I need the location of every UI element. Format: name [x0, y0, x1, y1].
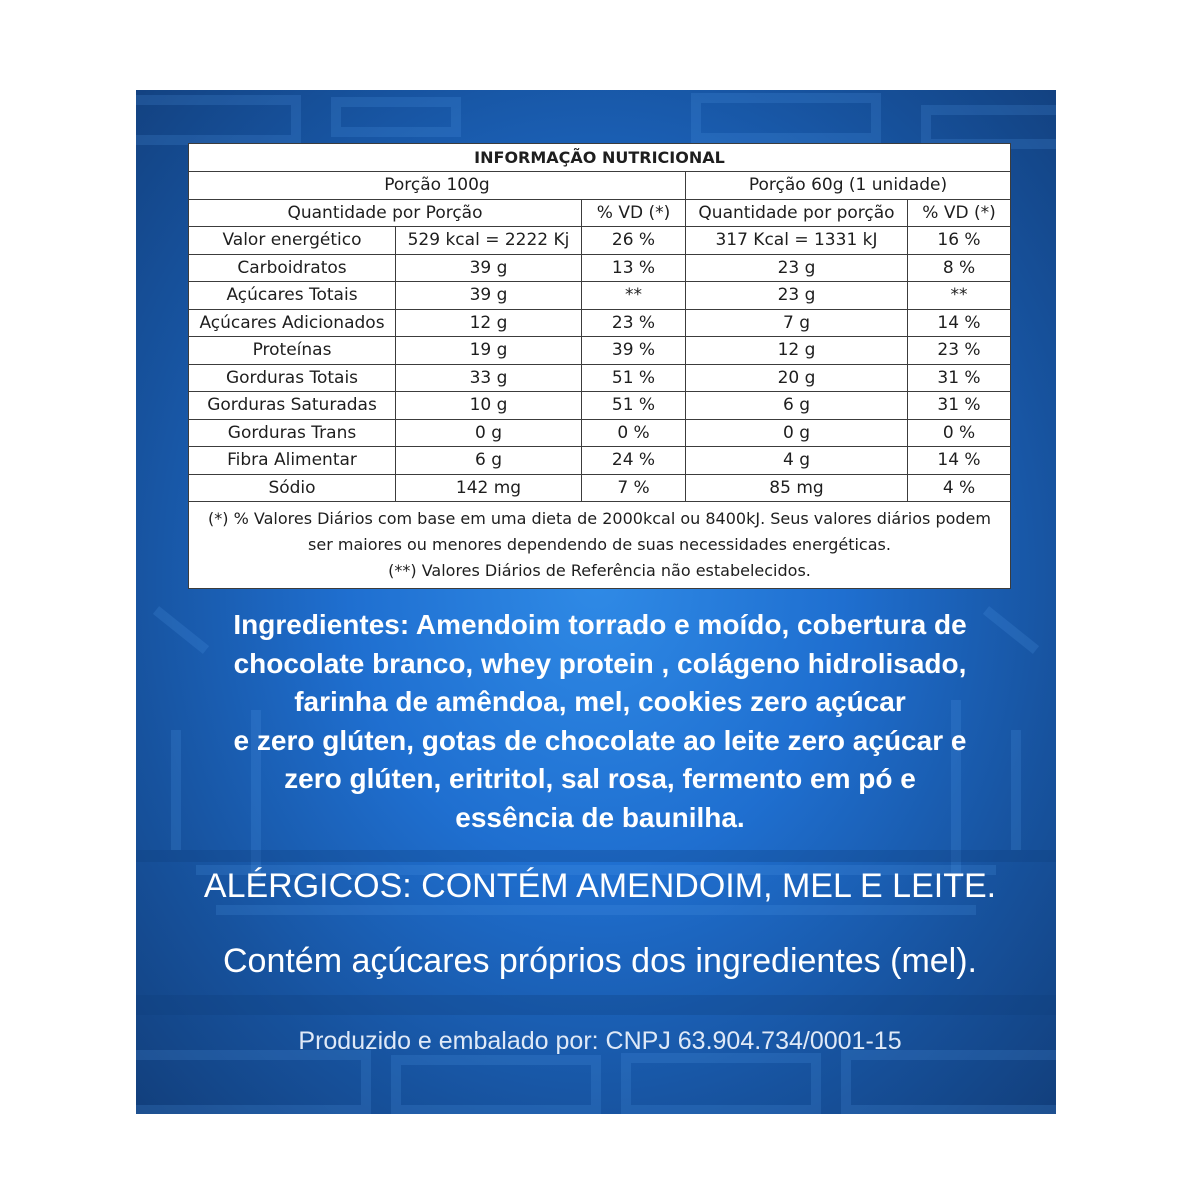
nutrient-name: Gorduras Saturadas [189, 392, 396, 420]
quantity-100: 6 g [396, 447, 582, 475]
footnote-line: (**) Valores Diários de Referência não estabelecidos. [388, 561, 811, 580]
table-row [189, 309, 1011, 337]
vd-100: ** [582, 282, 686, 310]
quantity-60: 12 g [686, 337, 908, 365]
nutrient-name: Açúcares Totais [189, 282, 396, 310]
quantity-100: 142 mg [396, 474, 582, 502]
ingredients-line: farinha de amêndoa, mel, cookies zero açúcar [294, 686, 906, 718]
quantity-60: 317 Kcal = 1331 kJ [686, 227, 908, 255]
quantity-100: 12 g [396, 309, 582, 337]
ingredients-line: essência de baunilha. [455, 801, 745, 833]
quantity-100: 33 g [396, 364, 582, 392]
vd-60: 23 % [908, 337, 1011, 365]
footnote-line: (*) % Valores Diários com base em uma dieta de 2000kcal ou 8400kJ. Seus valores diários podem [208, 509, 991, 528]
vd-60: ** [908, 282, 1011, 310]
vd-60: 0 % [908, 419, 1011, 447]
nutrition-table [188, 143, 1011, 589]
quantity-header-60: Quantidade por porção [686, 199, 908, 227]
vd-100: 24 % [582, 447, 686, 475]
vd-100: 23 % [582, 309, 686, 337]
table-row [189, 419, 1011, 447]
vd-60: 8 % [908, 254, 1011, 282]
nutrient-name: Sódio [189, 474, 396, 502]
table-row [189, 282, 1011, 310]
table-row [189, 227, 1011, 255]
producer-info: Produzido e embalado por: CNPJ 63.904.734/0001-15 [298, 1027, 902, 1055]
vd-header-100: % VD (*) [582, 199, 686, 227]
nutrient-name: Fibra Alimentar [189, 447, 396, 475]
ingredients-line: chocolate branco, whey protein , colágeno hidrolisado, [233, 647, 967, 679]
table-row [189, 474, 1011, 502]
ingredients-line: Ingredientes: Amendoim torrado e moído, cobertura de [233, 609, 967, 640]
quantity-60: 23 g [686, 282, 908, 310]
vd-100: 26 % [582, 227, 686, 255]
table-row [189, 337, 1011, 365]
column-header-row [189, 199, 1011, 227]
vd-100: 0 % [582, 419, 686, 447]
table-row [189, 364, 1011, 392]
portion-header-row [189, 172, 1011, 200]
quantity-60: 23 g [686, 254, 908, 282]
quantity-100: 0 g [396, 419, 582, 447]
vd-60: 4 % [908, 474, 1011, 502]
nutrient-name: Gorduras Trans [189, 419, 396, 447]
table-title: INFORMAÇÃO NUTRICIONAL [189, 144, 1011, 172]
quantity-60: 0 g [686, 419, 908, 447]
quantity-60: 6 g [686, 392, 908, 420]
quantity-header-100: Quantidade por Porção [189, 199, 582, 227]
nutrient-name: Carboidratos [189, 254, 396, 282]
quantity-60: 85 mg [686, 474, 908, 502]
quantity-60: 7 g [686, 309, 908, 337]
table-row [189, 254, 1011, 282]
vd-100: 51 % [582, 364, 686, 392]
table-footnote [189, 502, 1011, 589]
sugars-note: Contém açúcares próprios dos ingredientes (mel). [222, 942, 977, 980]
footnote-line: ser maiores ou menores dependendo de suas necessidades energéticas. [308, 535, 891, 554]
nutrient-name: Valor energético [189, 227, 396, 255]
quantity-100: 39 g [396, 254, 582, 282]
ingredients-line: e zero glúten, gotas de chocolate ao leite zero açúcar e [233, 724, 967, 756]
vd-60: 14 % [908, 309, 1011, 337]
vd-60: 31 % [908, 364, 1011, 392]
table-row [189, 447, 1011, 475]
nutrient-name: Proteínas [189, 337, 396, 365]
portion-100-header: Porção 100g [189, 172, 686, 200]
vd-100: 39 % [582, 337, 686, 365]
quantity-100: 19 g [396, 337, 582, 365]
vd-60: 31 % [908, 392, 1011, 420]
ingredients-text [200, 606, 1000, 838]
vd-header-60: % VD (*) [908, 199, 1011, 227]
vd-100: 7 % [582, 474, 686, 502]
portion-60-header: Porção 60g (1 unidade) [686, 172, 1011, 200]
quantity-60: 20 g [686, 364, 908, 392]
ingredients-line: zero glúten, eritritol, sal rosa, fermento em pó e [284, 763, 916, 795]
vd-100: 13 % [582, 254, 686, 282]
nutrient-name: Gorduras Totais [189, 364, 396, 392]
quantity-100: 10 g [396, 392, 582, 420]
allergens-warning: ALÉRGICOS: CONTÉM AMENDOIM, MEL E LEITE. [203, 867, 997, 905]
table-row [189, 392, 1011, 420]
table-title-row [189, 144, 1011, 172]
footnote-row [189, 502, 1011, 589]
nutrient-name: Açúcares Adicionados [189, 309, 396, 337]
quantity-100: 529 kcal = 2222 Kj [396, 227, 582, 255]
vd-60: 14 % [908, 447, 1011, 475]
vd-60: 16 % [908, 227, 1011, 255]
quantity-60: 4 g [686, 447, 908, 475]
vd-100: 51 % [582, 392, 686, 420]
quantity-100: 39 g [396, 282, 582, 310]
